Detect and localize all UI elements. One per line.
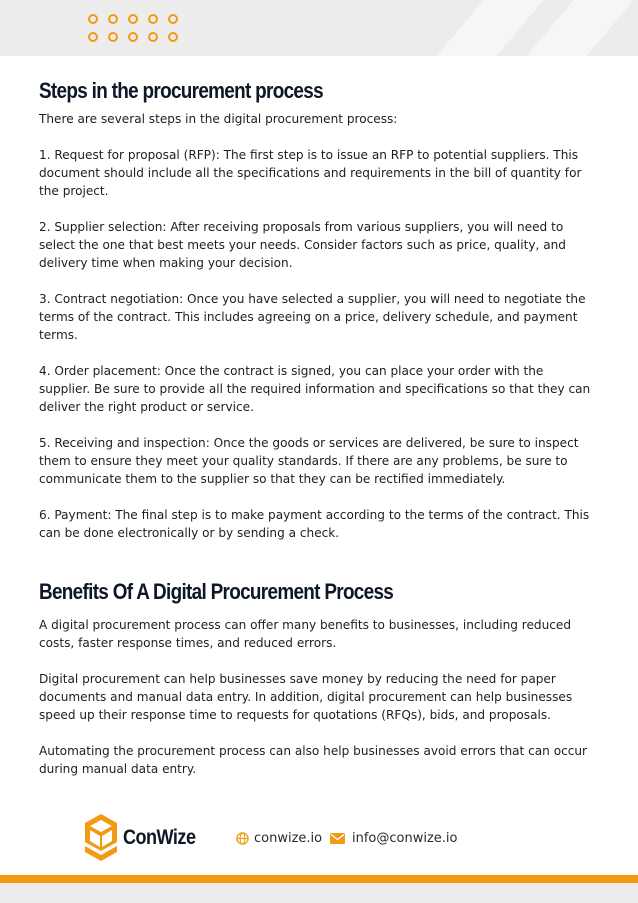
website-link[interactable]: conwize.io xyxy=(254,831,323,846)
dot-icon xyxy=(108,14,118,24)
brand-name: ConWize xyxy=(123,826,196,849)
dot-icon xyxy=(88,32,98,42)
email-contact[interactable] xyxy=(330,831,458,846)
decorative-dots xyxy=(88,14,179,42)
step-paragraph: 1. Request for proposal (RFP): The first step is to issue an RFP to potential suppliers. This document should include all the specifications and requirements in the bill of quantity for the project. xyxy=(39,148,582,198)
footer-accent-bar xyxy=(0,875,638,883)
section-heading-steps: Steps in the procurement process xyxy=(39,78,323,103)
step-paragraph: 5. Receiving and inspection: Once the goods or services are delivered, be sure to inspect them to ensure they meet your quality standards. If there are any problems, be sure to communicate them to the supplier so that they can be rectified immediately. xyxy=(39,436,579,486)
website-contact[interactable] xyxy=(236,831,322,846)
dot-icon xyxy=(148,32,158,42)
dot-icon xyxy=(148,14,158,24)
header-band xyxy=(0,0,638,56)
step-paragraph: 4. Order placement: Once the contract is signed, you can place your order with the supplier. Be sure to provide all the required information and specifications so that they can deliver the right product or service. xyxy=(39,364,591,414)
dot-icon xyxy=(88,14,98,24)
step-paragraph: 3. Contract negotiation: Once you have selected a supplier, you will need to negotiate the terms of the contract. This includes agreeing on a price, delivery schedule, and payment terms. xyxy=(39,292,586,342)
dot-icon xyxy=(128,32,138,42)
conwize-logo-icon xyxy=(83,812,119,864)
globe-icon xyxy=(236,832,249,845)
benefits-paragraph: A digital procurement process can offer many benefits to businesses, including reduced costs, faster response times, and reduced errors. xyxy=(39,618,572,650)
section-heading-benefits: Benefits Of A Digital Procurement Process xyxy=(39,579,394,604)
brand-logo xyxy=(83,812,207,864)
dot-icon xyxy=(108,32,118,42)
envelope-icon xyxy=(330,833,345,844)
benefits-paragraph: Digital procurement can help businesses save money by reducing the need for paper documents and manual data entry. In addition, digital procurement can help businesses speed up their response time to requests for quotations (RFQs), bids, and proposals. xyxy=(39,672,573,722)
step-paragraph: 6. Payment: The final step is to make payment according to the terms of the contract. This can be done electronically or by sending a check. xyxy=(39,508,590,540)
dot-icon xyxy=(168,14,178,24)
benefits-paragraph: Automating the procurement process can also help businesses avoid errors that can occur during manual data entry. xyxy=(39,744,588,776)
document-body xyxy=(39,76,595,778)
email-link[interactable]: info@conwize.io xyxy=(352,831,458,846)
dot-icon xyxy=(128,14,138,24)
steps-intro: There are several steps in the digital procurement process: xyxy=(39,112,398,126)
footer-band xyxy=(0,883,638,903)
step-paragraph: 2. Supplier selection: After receiving proposals from various suppliers, you will need to select the one that best meets your needs. Consider factors such as price, quality, and delivery time when making your decision. xyxy=(39,220,566,270)
dot-icon xyxy=(168,32,178,42)
